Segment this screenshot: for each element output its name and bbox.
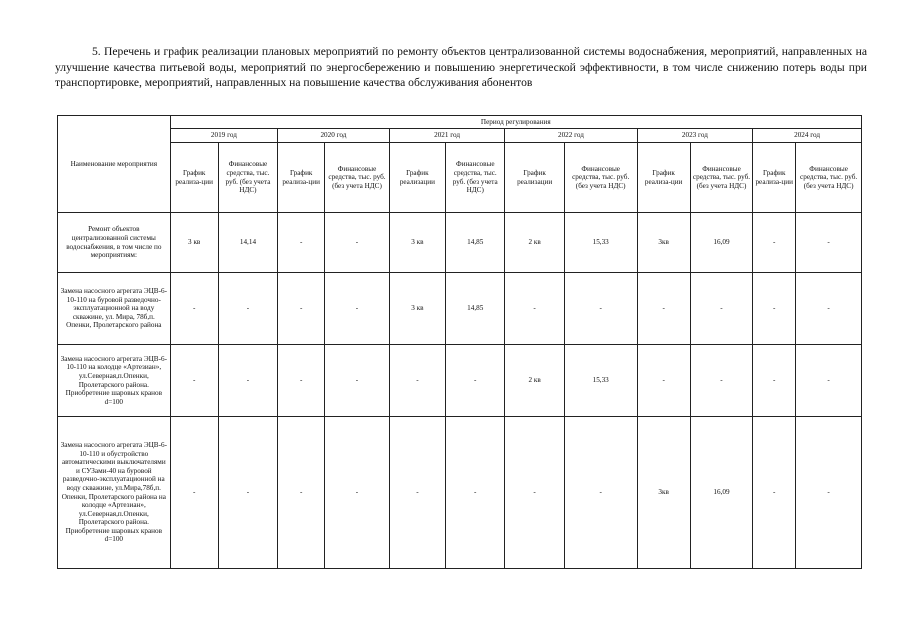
table-cell: - xyxy=(753,345,796,417)
table-cell: - xyxy=(796,273,862,345)
plan-table xyxy=(57,115,862,569)
table-cell: - xyxy=(796,417,862,569)
table-cell: - xyxy=(690,345,752,417)
table-cell: 14,85 xyxy=(446,273,505,345)
table-cell: - xyxy=(564,417,637,569)
table-cell: - xyxy=(796,213,862,273)
table-cell: - xyxy=(278,213,325,273)
table-cell: 15,33 xyxy=(564,345,637,417)
table-cell: - xyxy=(218,273,277,345)
table-cell: - xyxy=(170,273,218,345)
table-row xyxy=(58,273,862,345)
table-cell: - xyxy=(325,213,390,273)
year-header: 2023 год xyxy=(637,129,753,143)
period-header: Период регулирования xyxy=(170,116,861,129)
table-cell: - xyxy=(325,273,390,345)
table-cell: - xyxy=(325,417,390,569)
year-header: 2024 год xyxy=(753,129,862,143)
table-cell: 2 кв xyxy=(505,213,564,273)
table-cell: - xyxy=(278,345,325,417)
schedule-column-header: График реализа-ции xyxy=(637,143,690,213)
funds-column-header: Финансовые средства, тыс. руб. (без учета НДС) xyxy=(796,143,862,213)
table-cell: - xyxy=(218,345,277,417)
schedule-column-header: График реализации xyxy=(505,143,564,213)
table-cell: 3 кв xyxy=(170,213,218,273)
activity-name: Замена насосного агрегата ЭЦВ-6-10-110 на буровой разведочно-эксплуатационной на воду скважине, ул. Мира, 78б,п. Опенки, Пролетарского района xyxy=(58,273,171,345)
funds-column-header: Финансовые средства, тыс. руб. (без учета НДС) xyxy=(325,143,390,213)
table-cell: - xyxy=(690,273,752,345)
table-row xyxy=(58,417,862,569)
table-cell: - xyxy=(170,417,218,569)
table-cell: 3кв xyxy=(637,213,690,273)
table-cell: - xyxy=(505,417,564,569)
funds-column-header: Финансовые средства, тыс. руб. (без учета НДС) xyxy=(218,143,277,213)
table-cell: - xyxy=(753,417,796,569)
table-row xyxy=(58,213,862,273)
table-row xyxy=(58,345,862,417)
schedule-column-header: График реализа-ции xyxy=(278,143,325,213)
table-cell: - xyxy=(389,417,445,569)
table-cell: 16,09 xyxy=(690,213,752,273)
table-cell: - xyxy=(753,273,796,345)
year-header: 2022 год xyxy=(505,129,637,143)
table-cell: - xyxy=(170,345,218,417)
funds-column-header: Финансовые средства, тыс. руб. (без учета НДС) xyxy=(446,143,505,213)
name-column-header: Наименование мероприятия xyxy=(58,116,171,213)
table-cell: - xyxy=(446,417,505,569)
activity-name: Замена насосного агрегата ЭЦВ-6-10-110 и обустройство автоматическими выключателями и СУЗами-40 на буровой разведочно-эксплуатационной на воду скважине, ул.Мира,78б,п. Опенки, Пролетарского района на колодце «Артезиан», ул.Северная,п.Опенки, Пролетарского района. Приобретение шаровых кранов d=100 xyxy=(58,417,171,569)
schedule-column-header: График реализа-ции xyxy=(170,143,218,213)
table-cell: - xyxy=(218,417,277,569)
funds-column-header: Финансовые средства, тыс. руб. (без учета НДС) xyxy=(564,143,637,213)
table-cell: - xyxy=(637,345,690,417)
table-cell: - xyxy=(278,273,325,345)
table-cell: - xyxy=(278,417,325,569)
table-cell: - xyxy=(637,273,690,345)
table-cell: - xyxy=(389,345,445,417)
schedule-column-header: График реализа-ции xyxy=(753,143,796,213)
activity-name: Замена насосного агрегата ЭЦВ-6-10-110 на колодце «Артезиан», ул.Северная,п.Опенки, Пролетарского района. Приобретение шаровых кранов d=100 xyxy=(58,345,171,417)
year-header: 2020 год xyxy=(278,129,390,143)
table-cell: 14,85 xyxy=(446,213,505,273)
table-cell: - xyxy=(564,273,637,345)
table-cell: 3кв xyxy=(637,417,690,569)
table-cell: 2 кв xyxy=(505,345,564,417)
year-header: 2019 год xyxy=(170,129,278,143)
table-cell: - xyxy=(325,345,390,417)
table-cell: - xyxy=(753,213,796,273)
table-cell: 3 кв xyxy=(389,213,445,273)
table-cell: 16,09 xyxy=(690,417,752,569)
table-cell: - xyxy=(505,273,564,345)
year-header: 2021 год xyxy=(389,129,505,143)
funds-column-header: Финансовые средства, тыс. руб. (без учета НДС) xyxy=(690,143,752,213)
activity-name: Ремонт объектов централизованной системы водоснабжения, в том числе по мероприятиям: xyxy=(58,213,171,273)
table-cell: 3 кв xyxy=(389,273,445,345)
schedule-column-header: График реализации xyxy=(389,143,445,213)
table-cell: 15,33 xyxy=(564,213,637,273)
section-heading: 5. Перечень и график реализации плановых мероприятий по ремонту объектов централизованной системы водоснабжения, мероприятий, направленных на улучшение качества питьевой воды, мероприятий по энергосбережению и повышению энергетической эффективности, в том числе снижению потерь воды при транспортировке, мероприятий, направленных на повышение качества обслуживания абонентов xyxy=(55,45,867,89)
table-cell: - xyxy=(446,345,505,417)
table-cell: - xyxy=(796,345,862,417)
table-cell: 14,14 xyxy=(218,213,277,273)
